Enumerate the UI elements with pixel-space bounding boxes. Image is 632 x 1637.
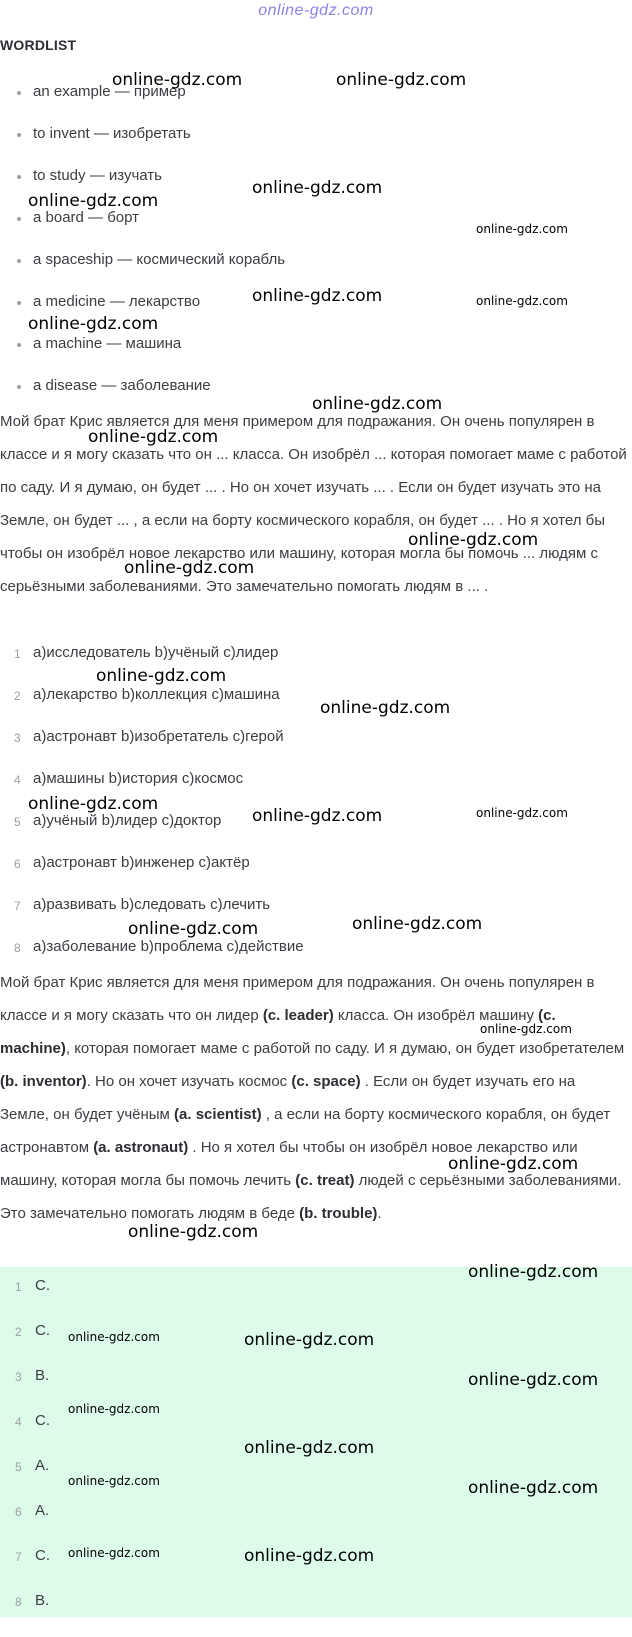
answer-key: (c. space) bbox=[291, 1073, 361, 1090]
answer-number: 2 bbox=[15, 1325, 22, 1339]
watermark: online-gdz.com bbox=[244, 1546, 375, 1566]
bullet-icon bbox=[17, 259, 21, 263]
wordlist-item bbox=[0, 292, 285, 334]
option-number: 2 bbox=[14, 689, 21, 703]
watermark: online-gdz.com bbox=[88, 427, 219, 447]
solution-fragment: Мой брат Крис является для меня примером для подражания. Он очень популярен в классе и я могу сказать что он лидер bbox=[0, 974, 595, 1024]
answer-key: (a. astronaut) bbox=[93, 1139, 189, 1156]
answer-letter: C. bbox=[35, 1412, 50, 1429]
option-number: 1 bbox=[14, 647, 21, 661]
solution-text bbox=[0, 966, 628, 1230]
answer-number: 5 bbox=[15, 1460, 22, 1474]
watermark: online-gdz.com bbox=[352, 914, 483, 934]
wordlist bbox=[0, 82, 285, 418]
watermark: online-gdz.com bbox=[128, 919, 259, 939]
watermark: online-gdz.com bbox=[312, 394, 443, 414]
answer-number: 3 bbox=[15, 1370, 22, 1384]
watermark: online-gdz.com bbox=[96, 666, 227, 686]
wordlist-item bbox=[0, 166, 285, 208]
answer-letter: C. bbox=[35, 1322, 50, 1339]
wordlist-item-text: an example — пример bbox=[33, 83, 186, 100]
option-text: a)астронавт b)инженер c)актёр bbox=[33, 854, 250, 871]
option-text: a)развивать b)следовать c)лечить bbox=[33, 896, 271, 913]
answer-letter: C. bbox=[35, 1277, 50, 1294]
wordlist-item-text: a medicine — лекарство bbox=[33, 293, 201, 310]
watermark: online-gdz.com bbox=[476, 222, 568, 236]
watermark: online-gdz.com bbox=[244, 1438, 375, 1458]
answer-letter: B. bbox=[35, 1367, 50, 1384]
site-logo[interactable]: online-gdz.com bbox=[258, 2, 374, 19]
answer-number: 7 bbox=[15, 1550, 22, 1564]
solution-fragment: , которая помогает маме с работой по саду. И я думаю, он будет изобретателем bbox=[65, 1040, 625, 1057]
watermark: online-gdz.com bbox=[68, 1402, 160, 1416]
answer-key: (c. leader) bbox=[262, 1007, 334, 1024]
watermark: online-gdz.com bbox=[468, 1370, 599, 1390]
wordlist-item bbox=[0, 82, 285, 124]
watermark: online-gdz.com bbox=[244, 1330, 375, 1350]
watermark: online-gdz.com bbox=[476, 806, 568, 820]
task-text: Мой брат Крис является для меня примером для подражания. Он очень популярен в классе и я могу сказать что он ... класса. Он изобрёл ... которая помогает маме с работой по саду. И я думаю, он будет ... . Но он хочет изучать ... . Если он будет изучать это на Земле, он будет ... , а если на борту космического корабля, он будет ... . Но я хотел бы чтобы он изобрёл новое лекарство или машину, которая могла бы помочь ... людям с серьёзными заболеваниями. Это замечательно помогать людям в ... . bbox=[0, 413, 627, 595]
watermark: online-gdz.com bbox=[336, 70, 467, 90]
wordlist-item-text: a spaceship — космический корабль bbox=[33, 251, 286, 268]
watermark: online-gdz.com bbox=[68, 1474, 160, 1488]
answer-key: (b. inventor) bbox=[0, 1073, 87, 1090]
wordlist-item bbox=[0, 250, 285, 292]
option-text: a)астронавт b)изобретатель c)герой bbox=[33, 728, 284, 745]
bullet-icon bbox=[17, 133, 21, 137]
option-number: 8 bbox=[14, 941, 21, 955]
bullet-icon bbox=[17, 217, 21, 221]
watermark: online-gdz.com bbox=[124, 558, 255, 578]
watermark: online-gdz.com bbox=[252, 286, 383, 306]
option-text: a)заболевание b)проблема c)действие bbox=[33, 938, 304, 955]
answer-key: (c. machine) bbox=[0, 1007, 556, 1057]
solution-fragment: людей с серьёзными заболеваниями. Это замечательно помогать людям в беде bbox=[0, 1172, 622, 1222]
wordlist-item-text: a board — борт bbox=[33, 209, 140, 226]
watermark: online-gdz.com bbox=[480, 1022, 572, 1036]
wordlist-heading: WORDLIST bbox=[0, 37, 77, 53]
option-number: 5 bbox=[14, 815, 21, 829]
wordlist-item-text: a machine — машина bbox=[33, 335, 182, 352]
option-text: a)исследователь b)учёный c)лидер bbox=[33, 644, 279, 661]
answer-letter: B. bbox=[35, 1592, 50, 1609]
watermark: online-gdz.com bbox=[468, 1478, 599, 1498]
watermark: online-gdz.com bbox=[28, 191, 159, 211]
watermark: online-gdz.com bbox=[408, 530, 539, 550]
watermark: online-gdz.com bbox=[28, 314, 159, 334]
wordlist-item bbox=[0, 334, 285, 376]
watermark: online-gdz.com bbox=[252, 806, 383, 826]
option-text: a)учёный b)лидер c)доктор bbox=[33, 812, 222, 829]
option-number: 6 bbox=[14, 857, 21, 871]
answer-number: 6 bbox=[15, 1505, 22, 1519]
answer-number: 8 bbox=[15, 1595, 22, 1609]
option-text: a)машины b)история c)космос bbox=[33, 770, 244, 787]
wordlist-item-text: to study — изучать bbox=[33, 167, 162, 184]
watermark: online-gdz.com bbox=[68, 1546, 160, 1560]
solution-fragment: . Если он будет изучать его на Земле, он будет учёным bbox=[0, 1073, 576, 1123]
answer-letter: A. bbox=[35, 1457, 50, 1474]
wordlist-item-text: to invent — изобретать bbox=[33, 125, 191, 142]
option-number: 4 bbox=[14, 773, 21, 787]
watermark: online-gdz.com bbox=[468, 1262, 599, 1282]
option-text: a)лекарство b)коллекция c)машина bbox=[33, 686, 280, 703]
watermark: online-gdz.com bbox=[320, 698, 451, 718]
option-number: 3 bbox=[14, 731, 21, 745]
solution-fragment: . Но я хотел бы чтобы он изобрёл новое лекарство или машину, которая могла бы помочь лечить bbox=[0, 1139, 578, 1189]
watermark: online-gdz.com bbox=[68, 1330, 160, 1344]
solution-fragment: класса. Он изобрёл машину bbox=[333, 1007, 539, 1024]
solution-fragment: , а если на борту космического корабля, он будет астронавтом bbox=[0, 1106, 611, 1156]
watermark: online-gdz.com bbox=[28, 794, 159, 814]
bullet-icon bbox=[17, 91, 21, 95]
wordlist-item bbox=[0, 208, 285, 250]
watermark: online-gdz.com bbox=[476, 294, 568, 308]
answer-letter: A. bbox=[35, 1502, 50, 1519]
answer-number: 4 bbox=[15, 1415, 22, 1429]
bullet-icon bbox=[17, 385, 21, 389]
watermark: online-gdz.com bbox=[128, 1222, 259, 1242]
bullet-icon bbox=[17, 343, 21, 347]
solution-fragment: . bbox=[377, 1205, 382, 1222]
solution-fragment: . Но он хочет изучать космос bbox=[86, 1073, 292, 1090]
answer-number: 1 bbox=[15, 1280, 22, 1294]
bullet-icon bbox=[17, 301, 21, 305]
answer-key: (b. trouble) bbox=[299, 1205, 378, 1222]
answers-panel bbox=[0, 1267, 632, 1617]
answer-key: (c. treat) bbox=[295, 1172, 355, 1189]
wordlist-item-text: a disease — заболевание bbox=[33, 377, 211, 394]
answer-letter: C. bbox=[35, 1547, 50, 1564]
wordlist-item bbox=[0, 124, 285, 166]
watermark: online-gdz.com bbox=[448, 1154, 579, 1174]
option-number: 7 bbox=[14, 899, 21, 913]
bullet-icon bbox=[17, 175, 21, 179]
watermark: online-gdz.com bbox=[112, 70, 243, 90]
answer-key: (a. scientist) bbox=[174, 1106, 262, 1123]
watermark: online-gdz.com bbox=[252, 178, 383, 198]
